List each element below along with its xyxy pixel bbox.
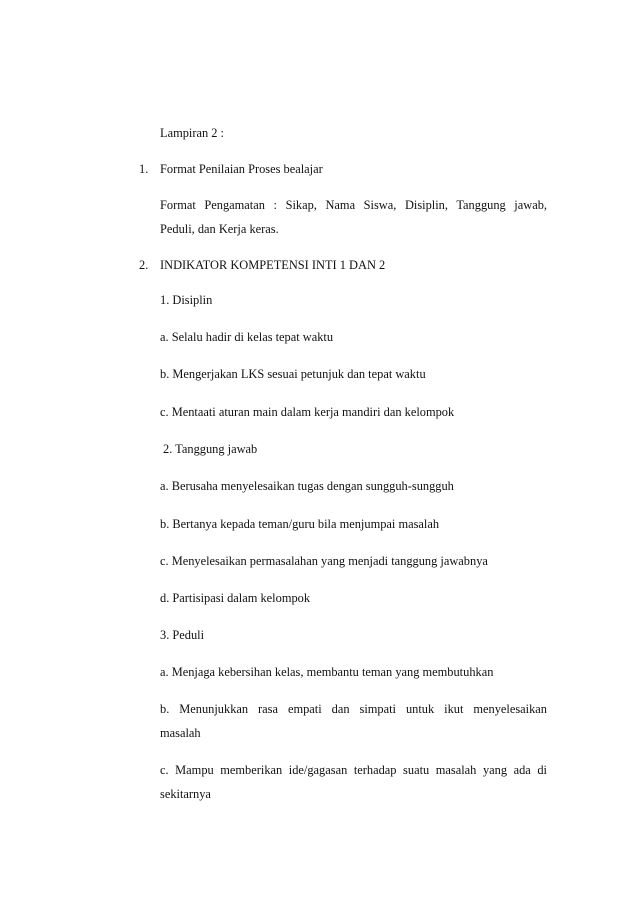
list-item-c-line-2: sekitarnya xyxy=(160,787,211,801)
section-2-number: 2. xyxy=(139,258,149,272)
list-item: a. Selalu hadir di kelas tepat waktu xyxy=(160,330,334,344)
list-item: d. Partisipasi dalam kelompok xyxy=(160,591,311,605)
section-2-title: INDIKATOR KOMPETENSI INTI 1 DAN 2 xyxy=(160,258,386,272)
list-item: a. Menjaga kebersihan kelas, membantu teman yang membutuhkan xyxy=(160,665,494,679)
list-item-b-line-1: b. Menunjukkan rasa empati dan simpati untuk ikut menyelesaikan xyxy=(160,702,547,716)
list-item-b-line-2: masalah xyxy=(160,726,201,740)
list-item: b. Mengerjakan LKS sesuai petunjuk dan tepat waktu xyxy=(160,367,426,381)
list-item-c-line-1: c. Mampu memberikan ide/gagasan terhadap suatu masalah yang ada di xyxy=(160,763,547,777)
list-item: b. Bertanya kepada teman/guru bila menjumpai masalah xyxy=(160,517,440,531)
list-item: a. Berusaha menyelesaikan tugas dengan sungguh-sungguh xyxy=(160,479,454,493)
section-1-title: Format Penilaian Proses bealajar xyxy=(160,162,323,176)
indicator-tanggung-jawab-title: 2. Tanggung jawab xyxy=(163,442,258,456)
appendix-heading: Lampiran 2 : xyxy=(160,126,224,140)
section-1-description-line-1: Format Pengamatan : Sikap, Nama Siswa, Disiplin, Tanggung jawab, xyxy=(160,198,547,212)
indicator-peduli-title: 3. Peduli xyxy=(160,628,205,642)
indicator-disiplin-title: 1. Disiplin xyxy=(160,293,213,307)
section-1-description-line-2: Peduli, dan Kerja keras. xyxy=(160,222,279,236)
list-item: c. Mentaati aturan main dalam kerja mandiri dan kelompok xyxy=(160,405,455,419)
section-1-number: 1. xyxy=(139,162,149,176)
list-item: c. Menyelesaikan permasalahan yang menjadi tanggung jawabnya xyxy=(160,554,488,568)
